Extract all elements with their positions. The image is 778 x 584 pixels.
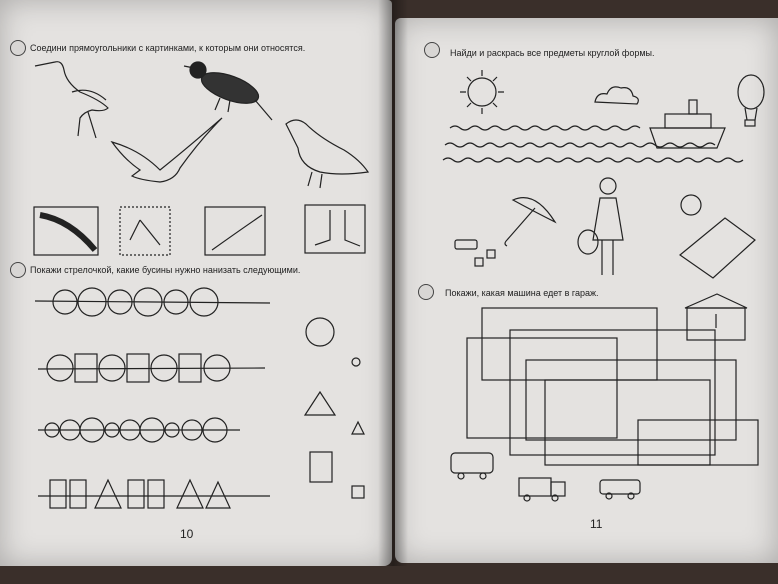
- cube: [475, 258, 483, 266]
- page-number: 10: [180, 527, 194, 541]
- right-illustrations: [395, 0, 778, 520]
- balloon-drawing: [738, 75, 764, 126]
- page-number: 11: [590, 517, 603, 531]
- beach-mat-drawing: [680, 218, 755, 278]
- task-text: Покажи, какая машина едет в гараж.: [445, 288, 599, 298]
- seagull-drawing: [112, 118, 222, 182]
- car-drawing: [600, 480, 640, 494]
- task-text: Найди и раскрась все предметы круглой формы.: [450, 48, 655, 58]
- toy-car: [455, 240, 477, 249]
- task-text: Соедини прямоугольники с картинками, к которым они относятся.: [30, 43, 306, 53]
- ball-drawing: [681, 195, 701, 215]
- ship-drawing: [650, 100, 725, 148]
- sun-drawing: [460, 70, 504, 114]
- cube: [487, 250, 495, 258]
- girl-drawing: [593, 178, 623, 275]
- crow-drawing: [184, 62, 272, 120]
- cloud-drawing: [595, 87, 638, 104]
- truck-drawing: [519, 478, 551, 496]
- bus-drawing: [451, 453, 493, 473]
- garage-drawing: [685, 294, 747, 340]
- crow-right-drawing: [286, 120, 368, 188]
- left-illustrations: [0, 0, 392, 520]
- heron-drawing: [35, 62, 108, 138]
- umbrella-drawing: [505, 198, 555, 246]
- hat-drawing: [578, 230, 598, 254]
- task-text: Покажи стрелочкой, какие бусины нужно нанизать следующими.: [30, 265, 301, 275]
